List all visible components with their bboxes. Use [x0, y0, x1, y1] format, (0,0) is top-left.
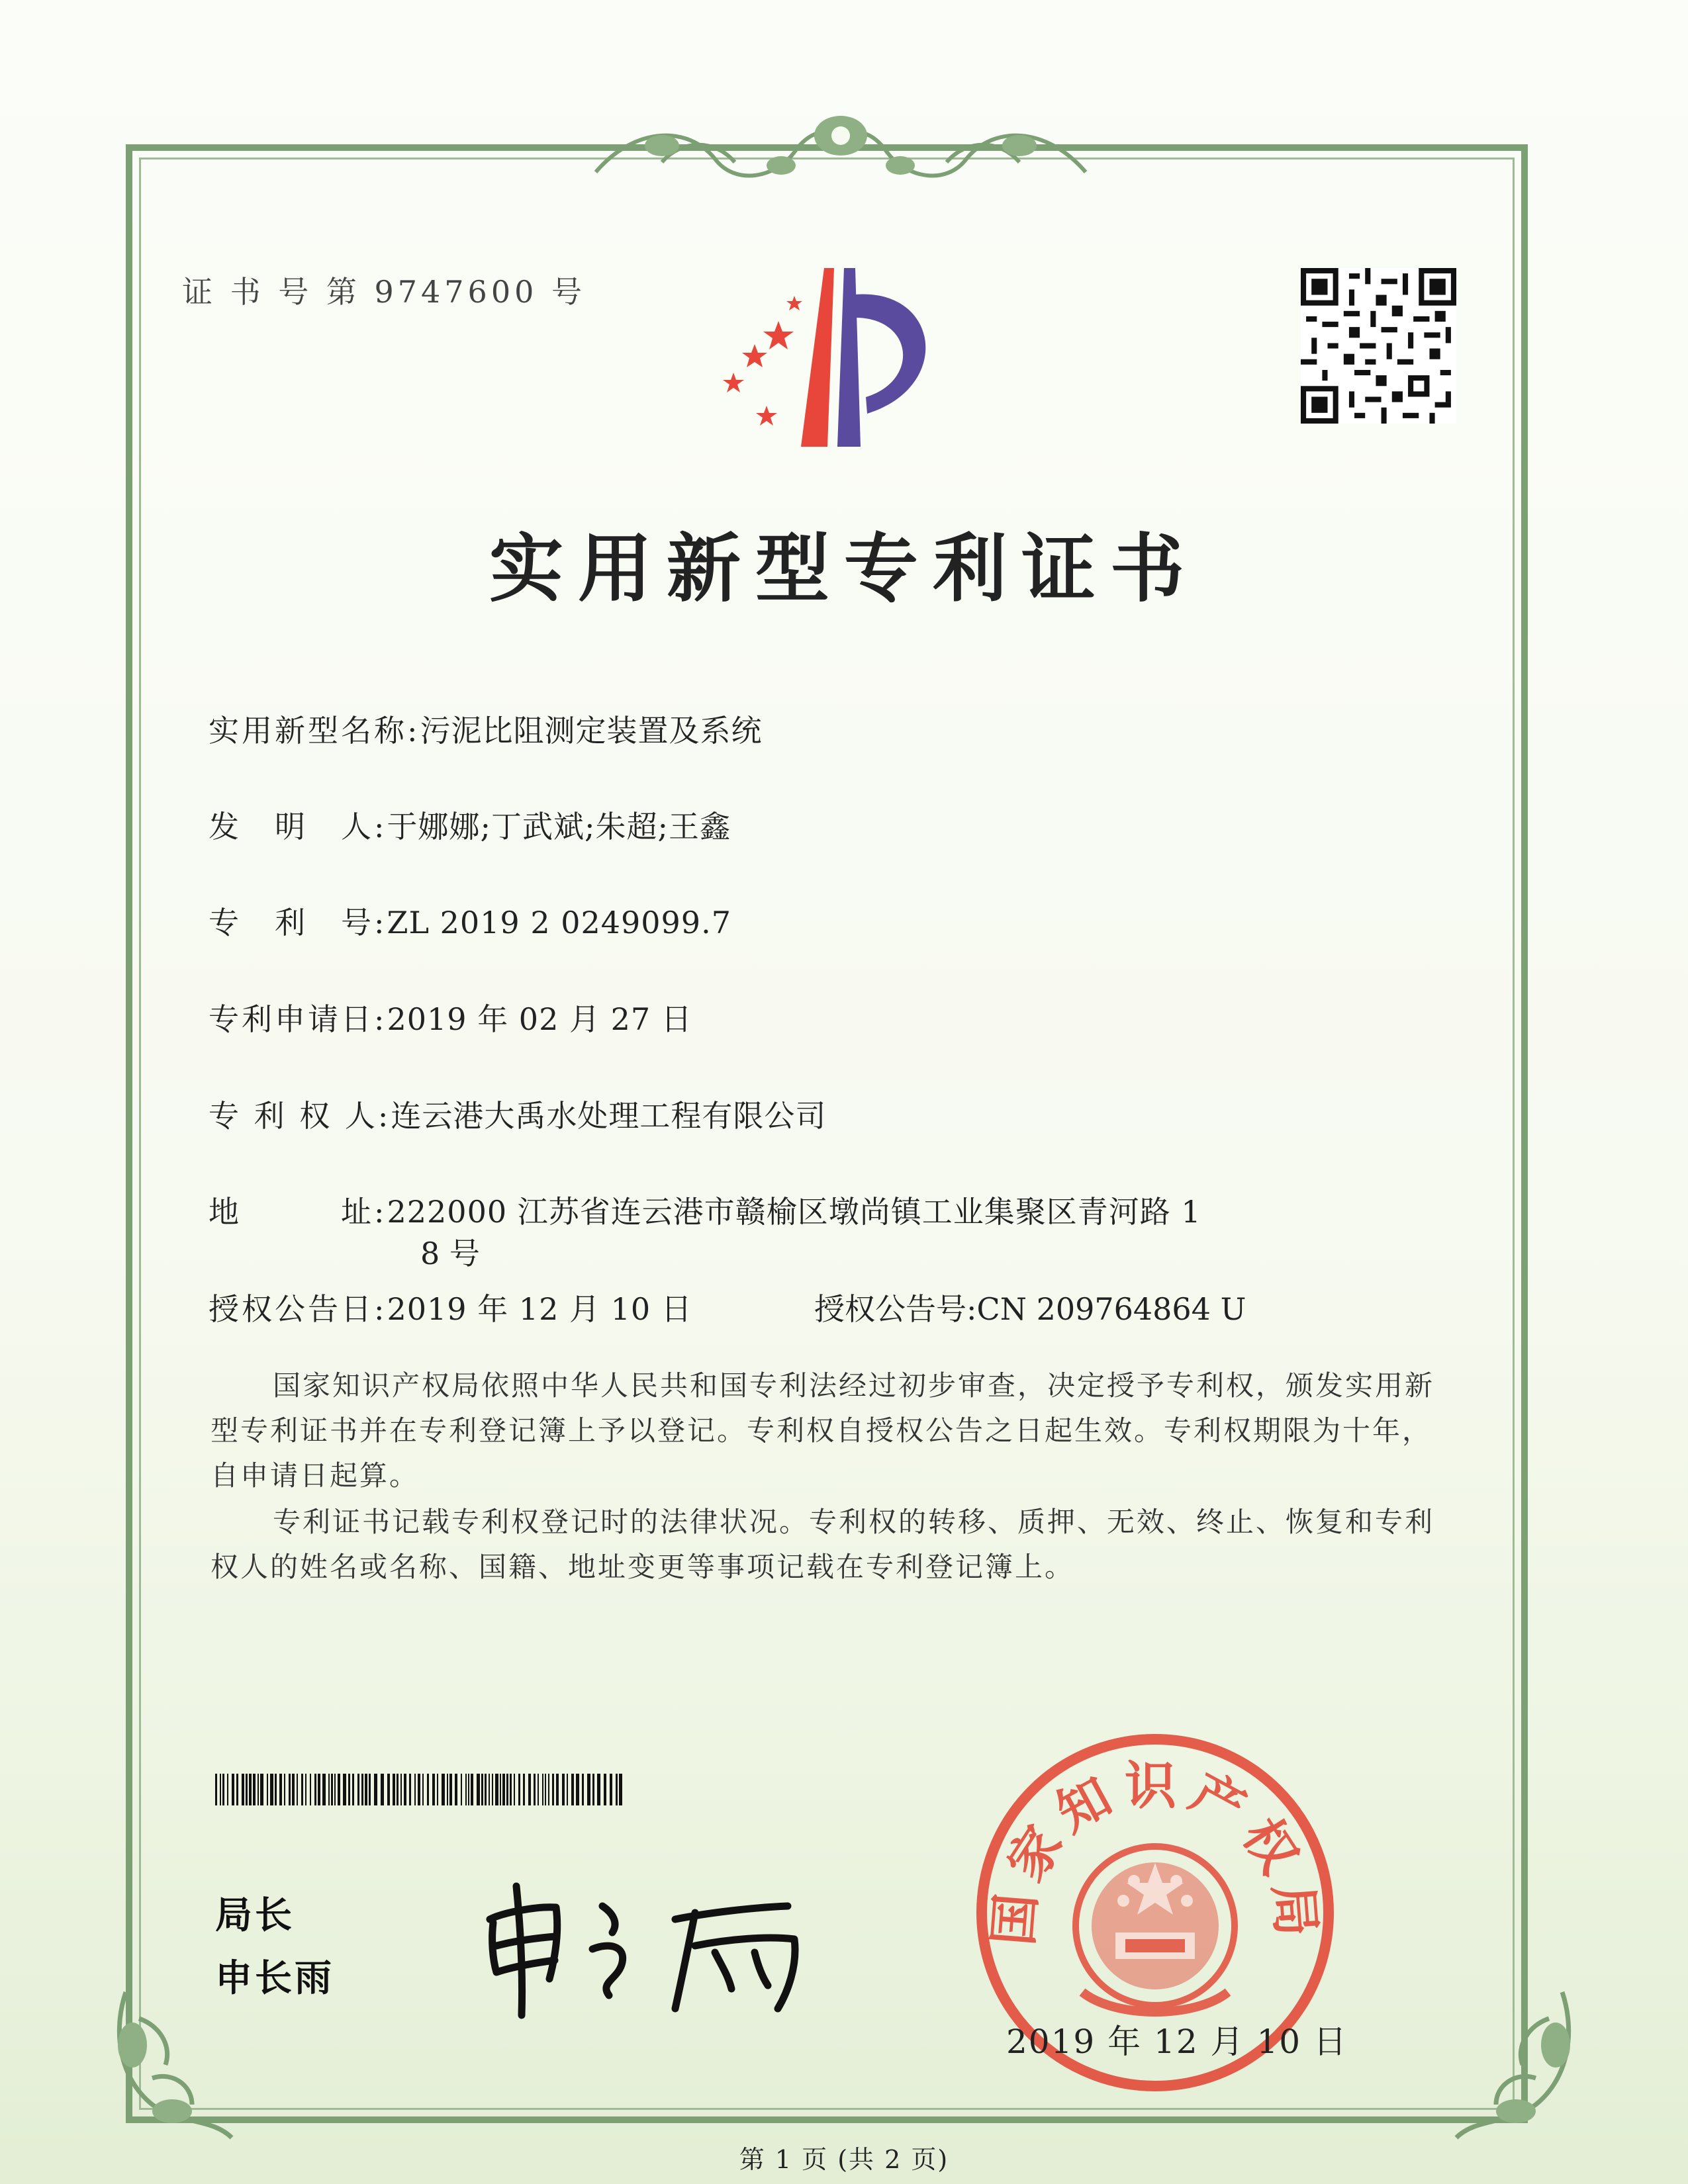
utility-model-name-row [209, 707, 763, 751]
grant-date-row [209, 1285, 692, 1329]
patentee-label: 专 利 权 人: [209, 1098, 391, 1134]
signature-icon [477, 1866, 821, 2025]
patent-number-row [209, 899, 731, 942]
inventor-value: 于娜娜;丁武斌;朱超;王鑫 [387, 809, 731, 844]
inventor-label: 发 明 人: [209, 809, 387, 844]
address-value-line1: 222000 江苏省连云港市赣榆区墩尚镇工业集聚区青河路 1 [387, 1194, 1201, 1230]
patent-number-value: ZL 2019 2 0249099.7 [387, 905, 731, 940]
page-title: 实用新型专利证书 [489, 526, 1199, 612]
grant-date-value: 2019 年 12 月 10 日 [387, 1291, 692, 1327]
certificate-number: 证 书 号 第 9747600 号 [182, 274, 586, 310]
patent-number-label: 专 利 号: [209, 905, 387, 940]
grant-number-value: CN 209764864 U [976, 1291, 1246, 1327]
director-name: 申长雨 [215, 1957, 334, 2000]
director-title: 局长 [215, 1894, 295, 1937]
qr-code-icon[interactable] [1301, 268, 1456, 424]
patentee-row [209, 1092, 826, 1136]
page-footer: 第 1 页 (共 2 页) [739, 2145, 949, 2174]
seal-date: 2019 年 12 月 10 日 [1006, 2023, 1348, 2061]
seal-text: 国家知识产权局 [984, 1756, 1327, 1948]
filing-date-label: 专利申请日: [209, 1001, 387, 1037]
utility-model-name-label: 实用新型名称: [209, 713, 420, 749]
filing-date-value: 2019 年 02 月 27 日 [387, 1001, 692, 1037]
top-ornament-icon [583, 99, 1099, 192]
grant-number-row [814, 1285, 1246, 1329]
grant-date-label: 授权公告日: [209, 1291, 387, 1327]
utility-model-name-value: 污泥比阻测定装置及系统 [420, 713, 763, 749]
inventor-row [209, 803, 731, 846]
corner-ornament-right-icon [1443, 1979, 1589, 2151]
paragraph-legal-status: 专利证书记载专利权登记时的法律状况。专利权的转移、质押、无效、终止、恢复和专利权人的姓名或名称、国籍、地址变更等事项记载在专利登记簿上。 [211, 1506, 1435, 1583]
address-label: 地 址: [209, 1194, 387, 1230]
corner-ornament-left-icon [99, 1979, 245, 2151]
patentee-value: 连云港大禹水处理工程有限公司 [391, 1098, 827, 1134]
barcode-icon [215, 1774, 622, 1805]
grant-number-label: 授权公告号: [814, 1291, 977, 1327]
paragraph-grant-notice: 国家知识产权局依照中华人民共和国专利法经过初步审查，决定授予专利权，颁发实用新型专利证书并在专利登记簿上予以登记。专利权自授权公告之日起生效。专利权期限为十年，自申请日起算。 [211, 1369, 1435, 1492]
address-value-line2: 8 号 [420, 1236, 480, 1271]
filing-date-row [209, 995, 692, 1039]
patent-emblem-icon [702, 255, 953, 453]
address-row [209, 1188, 1201, 1232]
